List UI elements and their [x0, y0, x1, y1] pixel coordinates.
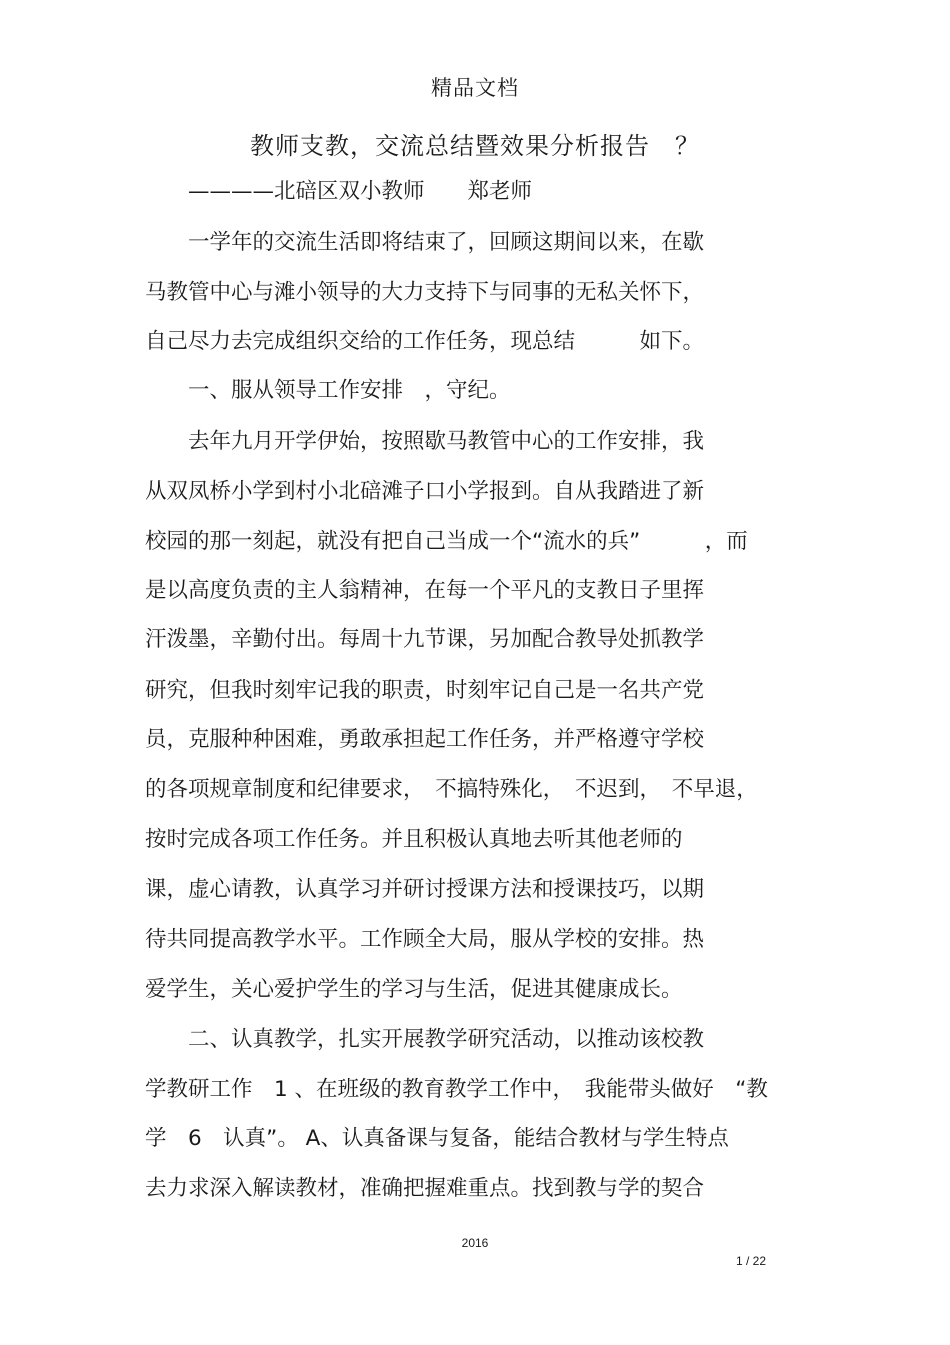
author-line: ————北碚区双小教师 郑老师	[145, 179, 533, 204]
body-line: 是以高度负责的主人翁精神，在每一个平凡的支教日子里挥	[145, 578, 705, 603]
body-line: 去力求深入解读教材，准确把握难重点。找到教与学的契合	[145, 1176, 705, 1201]
section-heading: 二、认真教学，扎实开展教学研究活动，以推动该校教	[145, 1027, 705, 1052]
body-line: 研究，但我时刻牢记我的职责，时刻牢记自己是一名共产党	[145, 678, 705, 703]
body-line: 学教研工作 1 、在班级的教育教学工作中， 我能带头做好 “教	[145, 1077, 768, 1102]
body-line: 从双凤桥小学到村小北碚滩子口小学报到。自从我踏进了新	[145, 479, 705, 504]
body-line: 的各项规章制度和纪律要求， 不搞特殊化， 不迟到， 不早退，	[145, 777, 758, 802]
body-line: 去年九月开学伊始，按照歇马教管中心的工作安排，我	[145, 429, 705, 454]
body-line: 课，虚心请教，认真学习并研讨授课方法和授课技巧，以期	[145, 877, 705, 902]
body-line: 校园的那一刻起，就没有把自己当成一个“流水的兵” ，而	[145, 529, 748, 554]
body-line: 按时完成各项工作任务。并且积极认真地去听其他老师的	[145, 827, 683, 852]
page-header: 精品文档	[431, 76, 519, 100]
body-line: 汗泼墨，辛勤付出。每周十九节课，另加配合教导处抓教学	[145, 627, 705, 652]
page-number: 1 / 22	[736, 1254, 767, 1268]
body-line: 马教管中心与滩小领导的大力支持下与同事的无私关怀下，	[145, 280, 705, 305]
body-line: 自己尽力去完成组织交给的工作任务，现总结 如下。	[145, 329, 705, 354]
section-heading: 一、服从领导工作安排 ，守纪。	[145, 378, 511, 403]
body-line: 一学年的交流生活即将结束了，回顾这期间以来，在歇	[145, 230, 705, 255]
body-line: 员，克服种种困难，勇敢承担起工作任务，并严格遵守学校	[145, 727, 705, 752]
body-line: 学 6 认真”。 A、认真备课与复备，能结合教材与学生特点	[145, 1126, 729, 1151]
body-line: 爱学生，关心爱护学生的学习与生活，促进其健康成长。	[145, 977, 683, 1002]
body-line: 待共同提高教学水平。工作顾全大局，服从学校的安排。热	[145, 927, 705, 952]
footer-year: 2016	[461, 1236, 489, 1250]
document-title: 教师支教，交流总结暨效果分析报告 ？	[250, 132, 700, 160]
